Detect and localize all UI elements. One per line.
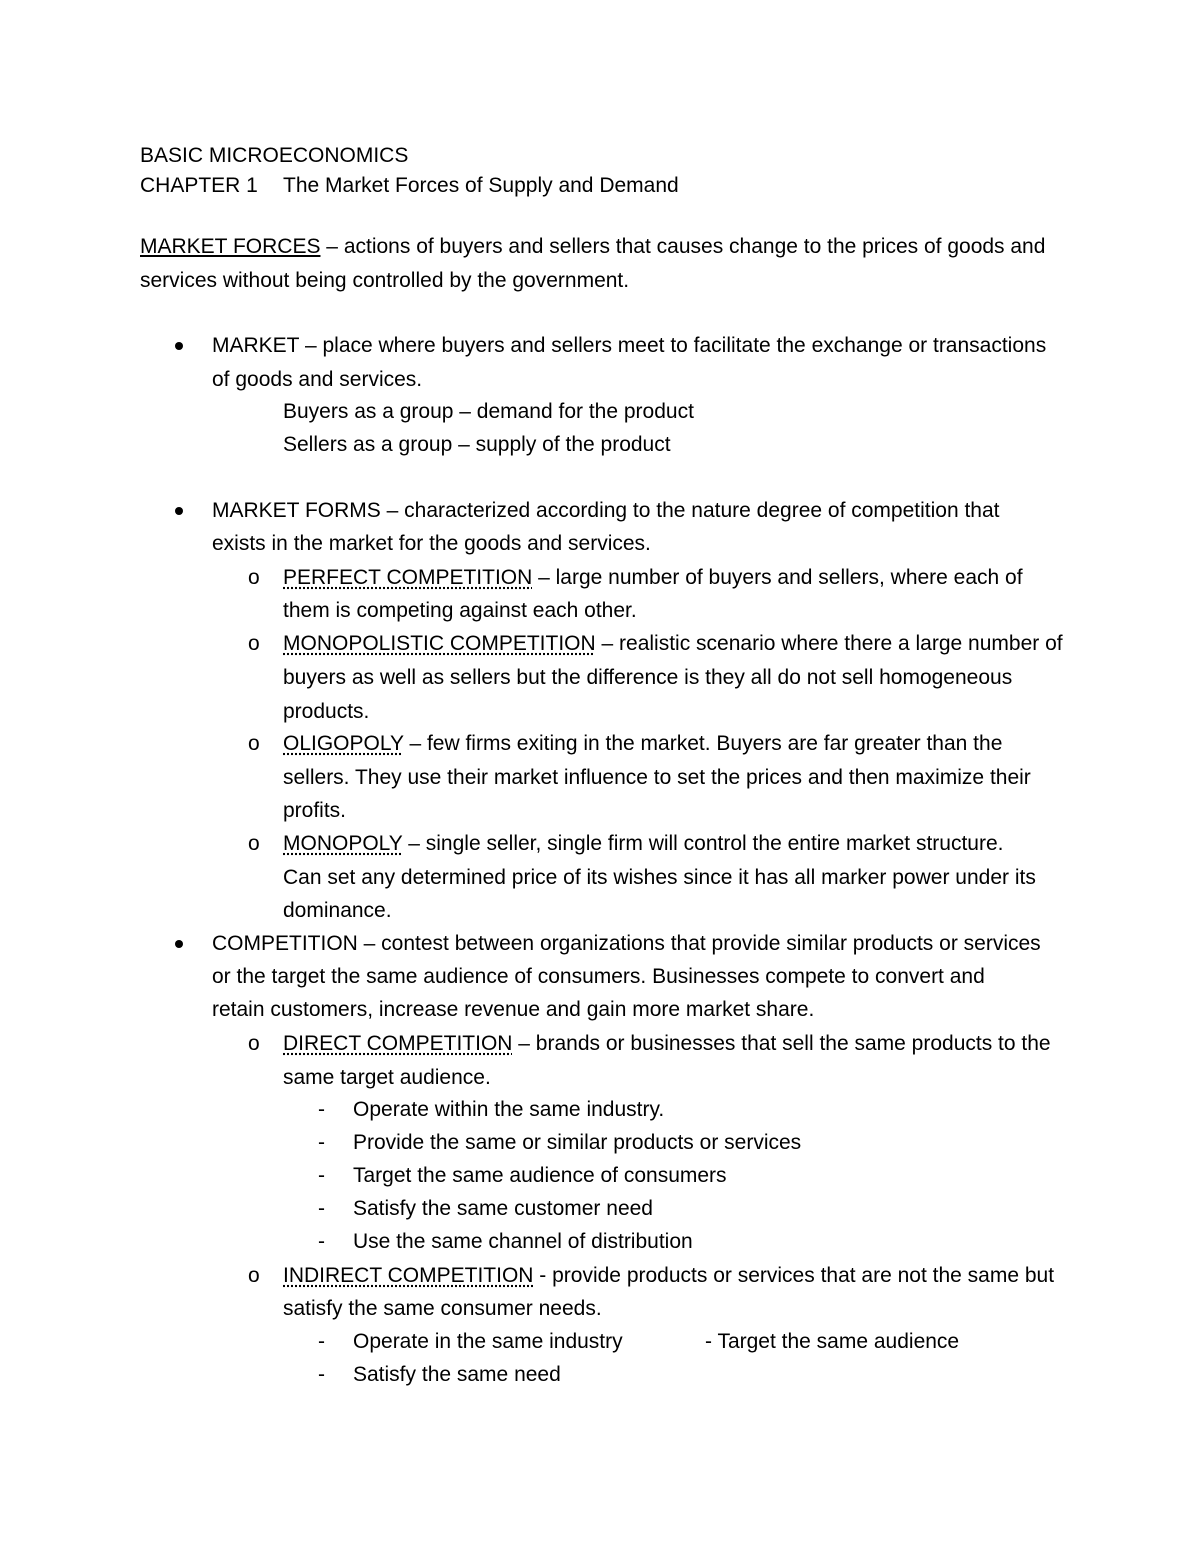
direct-item: Operate within the same industry. bbox=[353, 1098, 665, 1121]
monopolistic-def: – realistic scenario where there a large number of bbox=[595, 632, 1063, 655]
chapter-title: The Market Forces of Supply and Demand bbox=[283, 174, 679, 197]
monopolistic-line-3: products. bbox=[283, 700, 370, 723]
circle-bullet-icon: o bbox=[248, 566, 260, 589]
oligopoly-term: OLIGOPOLY bbox=[283, 732, 404, 755]
direct-term: DIRECT COMPETITION bbox=[283, 1032, 513, 1055]
competition-line-2: or the target the same audience of consumers. Businesses compete to convert and bbox=[212, 965, 985, 988]
direct-line-2: same target audience. bbox=[283, 1066, 491, 1089]
market-line-2: of goods and services. bbox=[212, 368, 423, 391]
competition-line-3: retain customers, increase revenue and gain more market share. bbox=[212, 998, 815, 1021]
monopoly-term: MONOPOLY bbox=[283, 832, 403, 855]
market-forms-line-1: MARKET FORMS – characterized according to the nature degree of competition that bbox=[212, 499, 1000, 522]
monopolistic-line-1 bbox=[283, 631, 1063, 657]
monopolistic-line-2: buyers as well as sellers but the difference is they all do not sell homogeneous bbox=[283, 666, 1013, 689]
market-sub-1: Buyers as a group – demand for the product bbox=[283, 400, 694, 423]
market-forms-line-2: exists in the market for the goods and services. bbox=[212, 532, 651, 555]
circle-bullet-icon: o bbox=[248, 832, 260, 855]
perfect-line-1 bbox=[283, 565, 1023, 591]
monopolistic-term: MONOPOLISTIC COMPETITION bbox=[283, 632, 596, 655]
market-forces-def: – actions of buyers and sellers that causes change to the prices of goods and bbox=[320, 235, 1046, 258]
market-forces-line-1 bbox=[140, 234, 1045, 260]
indirect-term: INDIRECT COMPETITION bbox=[283, 1264, 534, 1287]
circle-bullet-icon: o bbox=[248, 632, 260, 655]
monopoly-line-2: Can set any determined price of its wishes since it has all marker power under its bbox=[283, 866, 1036, 889]
doc-title: BASIC MICROECONOMICS bbox=[140, 144, 409, 167]
indirect-item: - Target the same audience bbox=[705, 1330, 960, 1353]
monopoly-def: – single seller, single firm will control the entire market structure. bbox=[402, 832, 1004, 855]
direct-line-1 bbox=[283, 1031, 1051, 1057]
dash-icon: - bbox=[318, 1164, 325, 1187]
dash-icon: - bbox=[318, 1098, 325, 1121]
perfect-line-2: them is competing against each other. bbox=[283, 599, 637, 622]
direct-item: Satisfy the same customer need bbox=[353, 1197, 653, 1220]
indirect-line-2: satisfy the same consumer needs. bbox=[283, 1297, 602, 1320]
direct-item: Target the same audience of consumers bbox=[353, 1164, 727, 1187]
oligopoly-def: – few firms exiting in the market. Buyers are far greater than the bbox=[403, 732, 1003, 755]
monopoly-line-1 bbox=[283, 831, 1004, 857]
circle-bullet-icon: o bbox=[248, 1264, 260, 1287]
dash-icon: - bbox=[318, 1197, 325, 1220]
monopoly-line-3: dominance. bbox=[283, 899, 392, 922]
bullet-icon bbox=[175, 940, 183, 948]
chapter-number: CHAPTER 1 bbox=[140, 174, 258, 197]
dash-icon: - bbox=[318, 1363, 325, 1386]
oligopoly-line-1 bbox=[283, 731, 1002, 757]
direct-item: Provide the same or similar products or services bbox=[353, 1131, 802, 1154]
market-line-1: MARKET – place where buyers and sellers meet to facilitate the exchange or transactions bbox=[212, 334, 1047, 357]
perfect-def: – large number of buyers and sellers, where each of bbox=[532, 566, 1023, 589]
direct-def: – brands or businesses that sell the same products to the bbox=[512, 1032, 1051, 1055]
competition-line-1: COMPETITION – contest between organizations that provide similar products or services bbox=[212, 932, 1041, 955]
perfect-term: PERFECT COMPETITION bbox=[283, 566, 533, 589]
circle-bullet-icon: o bbox=[248, 732, 260, 755]
market-sub-2: Sellers as a group – supply of the product bbox=[283, 433, 671, 456]
bullet-icon bbox=[175, 342, 183, 350]
dash-icon: - bbox=[318, 1131, 325, 1154]
bullet-icon bbox=[175, 507, 183, 515]
market-forces-term: MARKET FORCES bbox=[140, 235, 321, 258]
oligopoly-line-3: profits. bbox=[283, 799, 347, 822]
oligopoly-line-2: sellers. They use their market influence to set the prices and then maximize their bbox=[283, 766, 1031, 789]
direct-item: Use the same channel of distribution bbox=[353, 1230, 693, 1253]
indirect-def: - provide products or services that are not the same but bbox=[533, 1264, 1055, 1287]
indirect-item: Satisfy the same need bbox=[353, 1363, 561, 1386]
dash-icon: - bbox=[318, 1230, 325, 1253]
dash-icon: - bbox=[318, 1330, 325, 1353]
indirect-line-1 bbox=[283, 1263, 1054, 1289]
indirect-item: Operate in the same industry bbox=[353, 1330, 623, 1353]
circle-bullet-icon: o bbox=[248, 1032, 260, 1055]
market-forces-line-2: services without being controlled by the government. bbox=[140, 269, 630, 292]
